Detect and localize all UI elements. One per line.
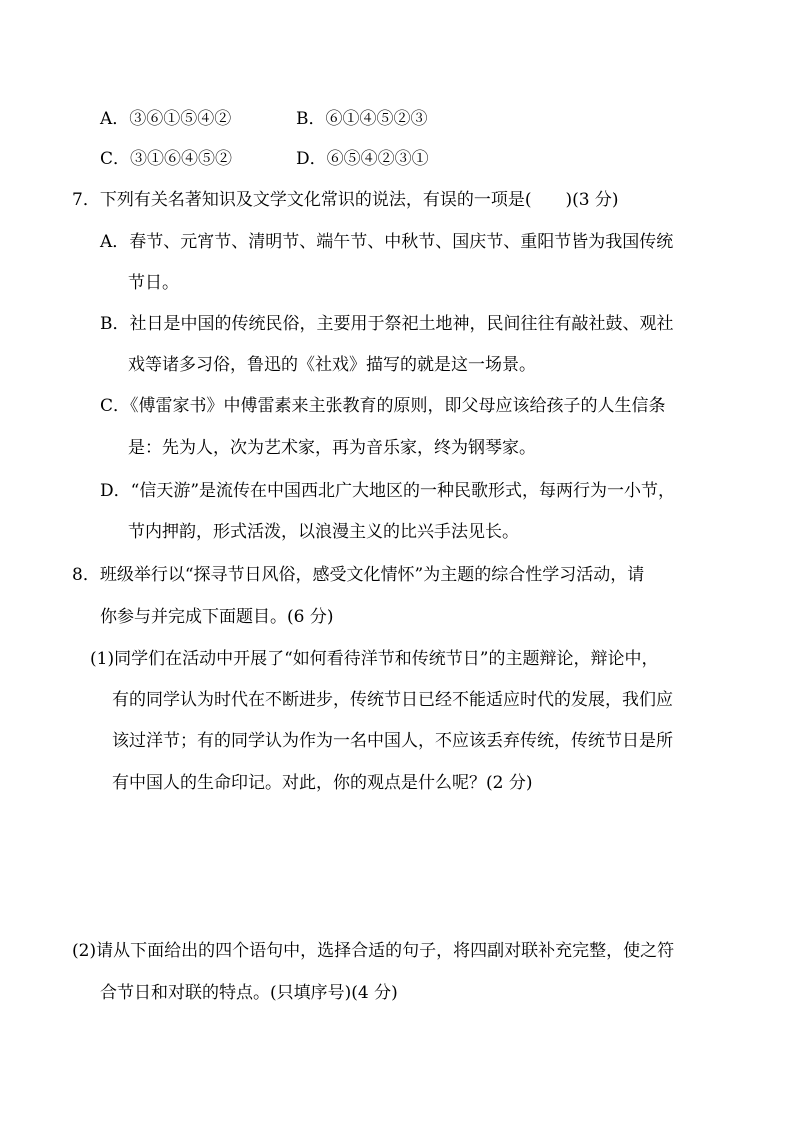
q8-stem-line1: 8．班级举行以“探寻节日风俗，感受文化情怀”为主题的综合性学习活动，请 — [72, 565, 645, 585]
option-text: ③①⑥④⑤② — [130, 149, 233, 169]
q7-option-d-line2: 节内押韵，形式活泼，以浪漫主义的比兴手法见长。 — [128, 522, 519, 542]
option-text: ⑥①④⑤②③ — [325, 109, 428, 129]
q6-option-a — [100, 108, 231, 130]
option-text: ⑥⑤④②③① — [326, 149, 429, 169]
q6-option-c — [100, 148, 232, 170]
q7-stem: 7．下列有关名著知识及文学文化常识的说法，有误的一项是( )(3 分) — [72, 190, 619, 210]
q7-option-d-line1: D．“信天游”是流传在中国西北广大地区的一种民歌形式，每两行为一小节， — [100, 481, 676, 501]
q8-sub1-line4: 有中国人的生命印记。对此，你的观点是什么呢？(2 分) — [112, 773, 533, 793]
q8-sub2-line1: (2)请从下面给出的四个语句中，选择合适的句子，将四副对联补充完整，使之符 — [72, 941, 675, 961]
option-label: D． — [296, 149, 327, 169]
q6-option-b — [296, 108, 428, 130]
q7-option-a-line1: A．春节、元宵节、清明节、端午节、中秋节、国庆节、重阳节皆为我国传统 — [100, 232, 674, 252]
option-label: A． — [100, 109, 130, 129]
q8-stem-line2: 你参与并完成下面题目。(6 分) — [100, 607, 334, 627]
q7-option-c-line2: 是：先为人，次为艺术家，再为音乐家，终为钢琴家。 — [128, 438, 536, 458]
q6-option-d — [296, 148, 429, 170]
q7-option-c-line1: C．《傅雷家书》中傅雷素来主张教育的原则，即父母应该给孩子的人生信条 — [100, 396, 666, 416]
option-text: ③⑥①⑤④② — [129, 109, 232, 129]
q8-sub1-line2: 有的同学认为时代在不断进步，传统节日已经不能适应时代的发展，我们应 — [112, 690, 673, 710]
q8-sub1-line3: 该过洋节；有的同学认为作为一名中国人，不应该丢弃传统，传统节日是所 — [112, 731, 673, 751]
option-label: C． — [100, 149, 131, 169]
q8-sub1-line1: (1)同学们在活动中开展了“如何看待洋节和传统节日”的主题辩论，辩论中， — [90, 649, 659, 669]
q7-option-b-line1: B．社日是中国的传统民俗，主要用于祭祀土地神，民间往往有敲社鼓、观社 — [100, 314, 674, 334]
q7-option-b-line2: 戏等诸多习俗，鲁迅的《社戏》描写的就是这一场景。 — [128, 355, 536, 375]
option-label: B． — [296, 109, 326, 129]
q7-option-a-line2: 节日。 — [128, 273, 179, 293]
q8-sub2-line2: 合节日和对联的特点。(只填序号)(4 分) — [100, 983, 398, 1003]
